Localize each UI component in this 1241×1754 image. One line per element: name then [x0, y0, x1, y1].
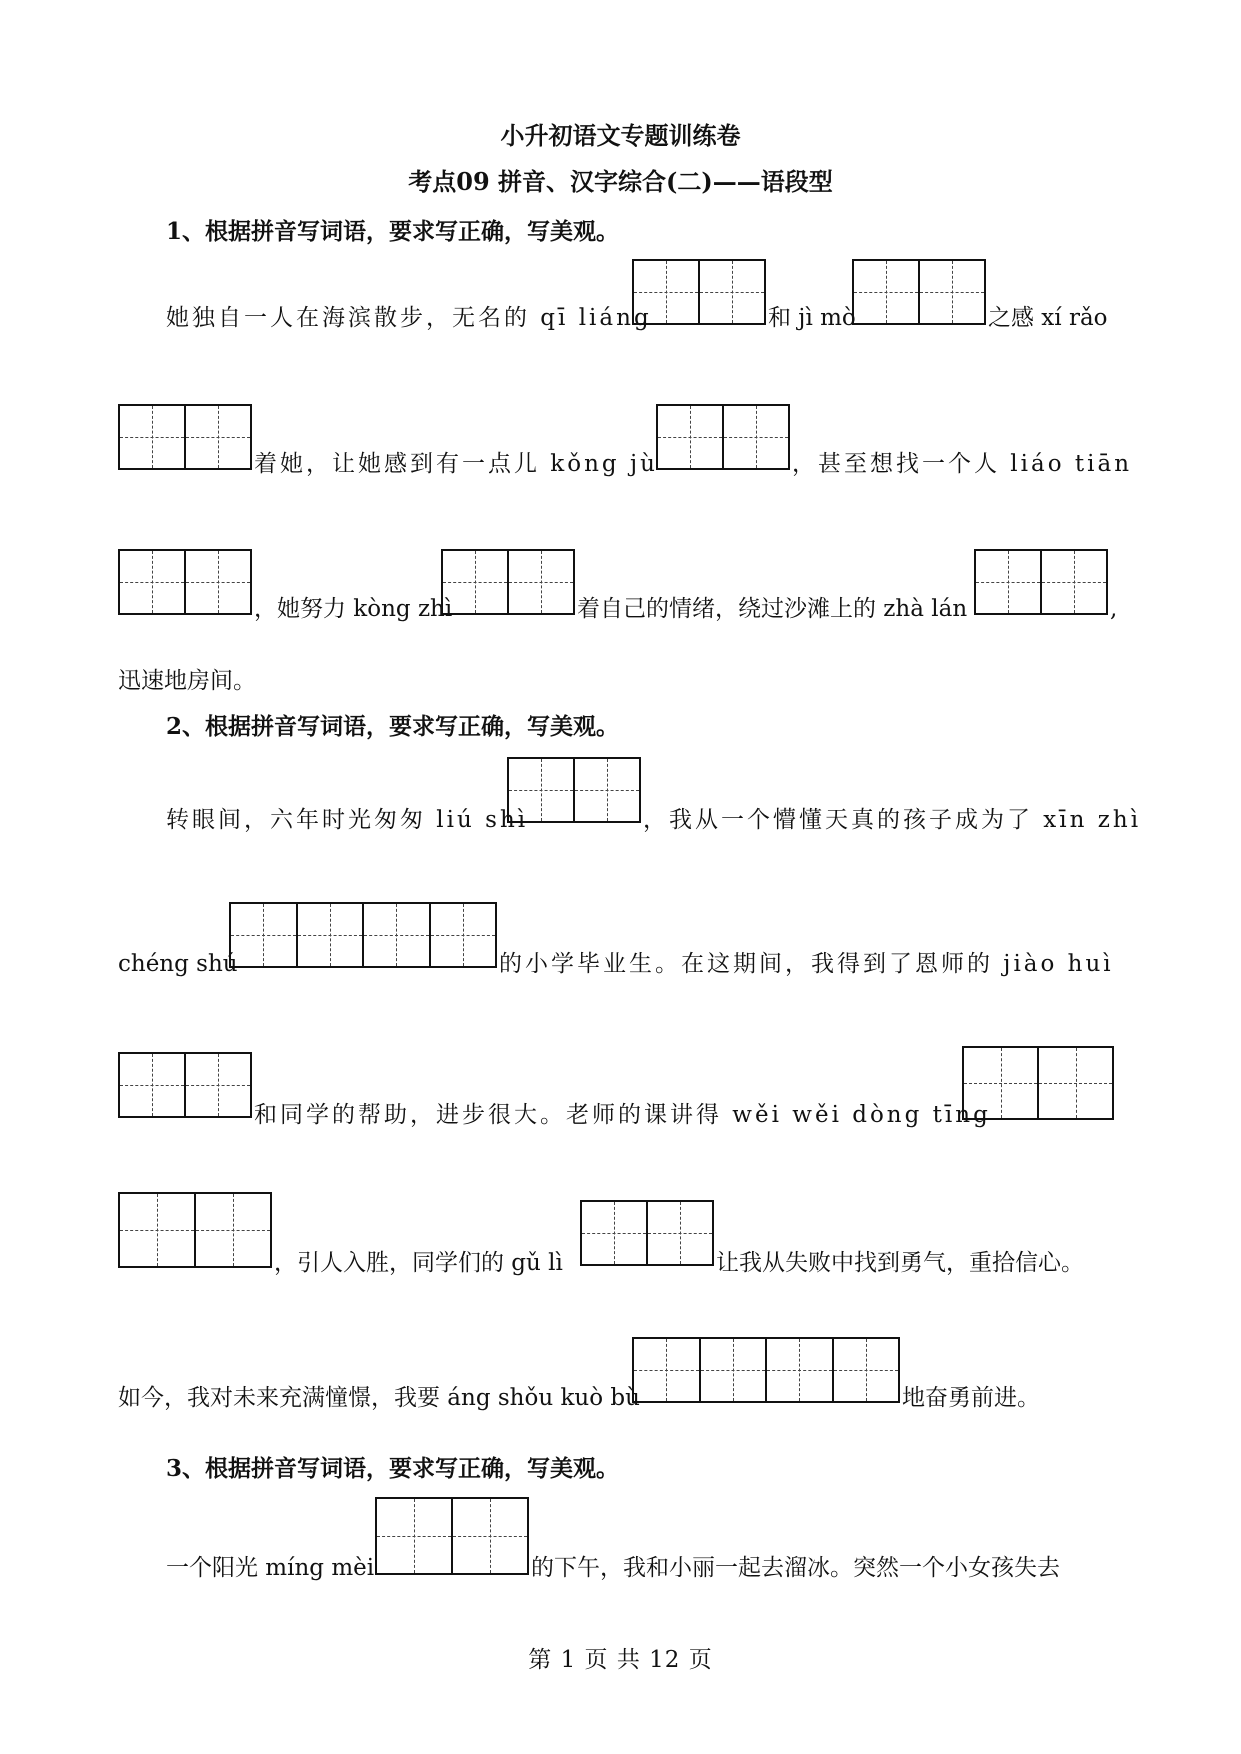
answer-grid[interactable]: [229, 902, 497, 968]
answer-grid[interactable]: [441, 549, 575, 615]
q1-line1-text-b: 和 jì mò: [768, 305, 856, 331]
answer-grid[interactable]: [507, 757, 641, 823]
answer-grid[interactable]: [962, 1046, 1114, 1120]
q1-line2-text-a: 着她，让她感到有一点儿 kǒng jù: [254, 451, 658, 477]
q2-line5-text-a: 如今，我对未来充满憧憬，我要 áng shǒu kuò bù: [118, 1385, 640, 1411]
answer-grid[interactable]: [632, 259, 766, 325]
q1-line3-text-b: 着自己的情绪，绕过沙滩上的 zhà lán: [577, 596, 968, 622]
q2-line3-text-a: 和同学的帮助，进步很大。老师的课讲得 wěi wěi dòng tīng: [254, 1102, 991, 1128]
q1-line3-text-a: ，她努力 kòng zhì: [254, 596, 453, 622]
answer-grid[interactable]: [656, 404, 790, 470]
q2-line1-text-b: ，我从一个懵懂天真的孩子成为了 xīn zhì: [643, 807, 1142, 833]
q1-line2-text-b: ，甚至想找一个人 liáo tiān: [792, 451, 1133, 477]
question-2-heading: 2、根据拼音写词语，要求写正确，写美观。: [166, 713, 620, 740]
q2-line4-text-a: ，引人入胜，同学们的 gǔ lì: [274, 1250, 563, 1276]
q1-line1-text-c: 之感 xí rǎo: [988, 305, 1108, 331]
answer-grid[interactable]: [118, 1052, 252, 1118]
answer-grid[interactable]: [118, 404, 252, 470]
answer-grid[interactable]: [632, 1337, 900, 1403]
q1-line1-text-a: 她独自一人在海滨散步，无名的 qī liáng: [166, 305, 652, 331]
answer-grid[interactable]: [974, 549, 1108, 615]
q3-line1-text-b: 的下午，我和小丽一起去溜冰。突然一个小女孩失去: [531, 1555, 1060, 1581]
q3-line1-text-a: 一个阳光 míng mèi: [166, 1555, 375, 1581]
answer-grid[interactable]: [852, 259, 986, 325]
q2-line4-text-b: 让我从失败中找到勇气，重拾信心。: [716, 1250, 1084, 1276]
question-3-heading: 3、根据拼音写词语，要求写正确，写美观。: [166, 1455, 620, 1482]
answer-grid[interactable]: [580, 1200, 714, 1266]
page-subtitle: 考点09 拼音、汉字综合(二)——语段型: [408, 167, 833, 196]
question-1-heading: 1、根据拼音写词语，要求写正确，写美观。: [166, 218, 620, 245]
q2-line5-text-b: 地奋勇前进。: [902, 1385, 1040, 1411]
q2-line2-text-b: 的小学毕业生。在这期间，我得到了恩师的 jiào huì: [499, 951, 1114, 977]
answer-grid[interactable]: [375, 1497, 529, 1575]
page-title: 小升初语文专题训练卷: [500, 121, 741, 150]
answer-grid[interactable]: [118, 549, 252, 615]
page-footer: 第 1 页 共 12 页: [528, 1647, 713, 1673]
q2-line2-text-a: chéng shú: [118, 951, 238, 977]
q1-line3-text-c: ,: [1110, 596, 1118, 622]
answer-grid[interactable]: [118, 1192, 272, 1268]
q2-line1-text-a: 转眼间，六年时光匆匆 liú shì: [166, 807, 529, 833]
q1-line4-text: 迅速地房间。: [118, 668, 256, 694]
